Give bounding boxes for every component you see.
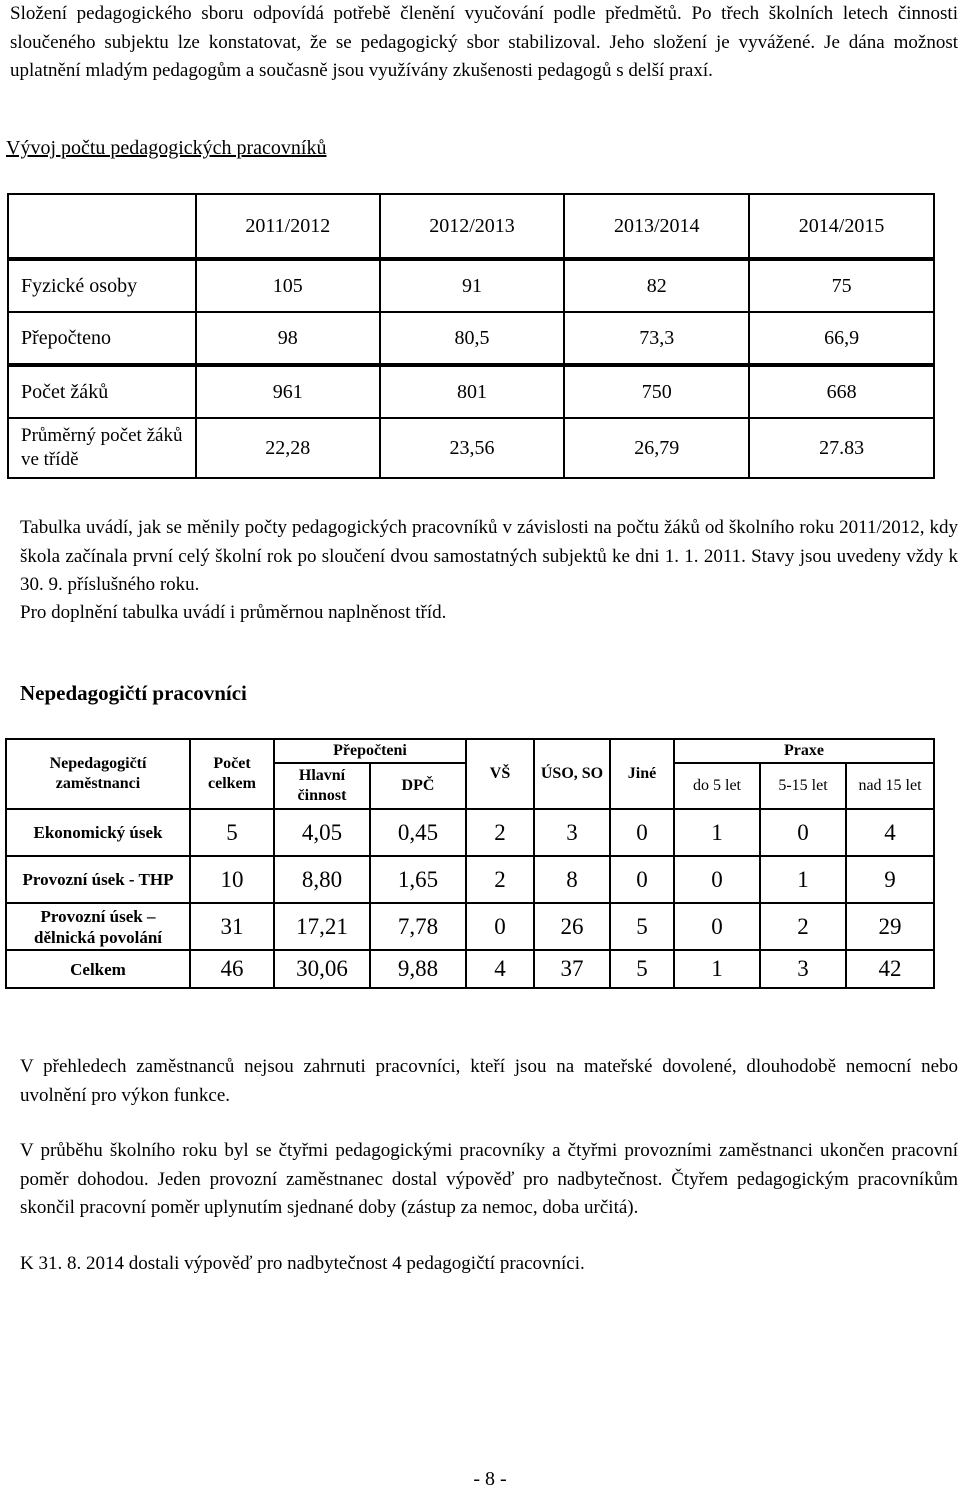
- row-label: Fyzické osoby: [8, 259, 196, 312]
- header-other: Jiné: [610, 739, 674, 809]
- table-cell: 1: [674, 950, 760, 988]
- table-cell: 37: [534, 950, 610, 988]
- row-label: Ekonomický úsek: [6, 809, 190, 856]
- table-cell: 10: [190, 856, 274, 903]
- table-row: [8, 312, 934, 365]
- table-cell: 26,79: [564, 418, 749, 478]
- table-cell: 9,88: [370, 950, 466, 988]
- paragraph-terminations: V průběhu školního roku byl se čtyřmi pedagogickými pracovníky a čtyřmi provozními zaměstnanci ukončen pracovní poměr dohodou. Jeden provozní zaměstnanec dostal výpověď pro nadbytečnost. Čtyřem pedagogickým pracovníkům skončil pracovní poměr uplynutím sjednané doby (zástup za nemoc, doba určitá).: [20, 1140, 958, 1218]
- table-cell: 0: [610, 856, 674, 903]
- header-practice-3: nad 15 let: [846, 763, 934, 809]
- year-header: 2014/2015: [749, 194, 934, 259]
- row-label: Provozní úsek – dělnická povolání: [6, 903, 190, 950]
- table-cell: 9: [846, 856, 934, 903]
- table-cell: 80,5: [380, 312, 565, 365]
- table-cell: 91: [380, 259, 565, 312]
- table-row: [8, 365, 934, 418]
- table-cell: 8,80: [274, 856, 370, 903]
- table-cell: 5: [610, 950, 674, 988]
- table-row: [8, 418, 934, 478]
- table-cell: 668: [749, 365, 934, 418]
- header-main: Hlavní činnost: [274, 763, 370, 809]
- header-dpc: DPČ: [370, 763, 466, 809]
- year-header: 2012/2013: [380, 194, 565, 259]
- page-number: - 8 -: [473, 1468, 507, 1490]
- table-cell: 30,06: [274, 950, 370, 988]
- row-label: Počet žáků: [8, 365, 196, 418]
- non-teaching-staff-table: [5, 738, 935, 989]
- header-total: Počet celkem: [190, 739, 274, 809]
- table-cell: 0: [466, 903, 534, 950]
- header-practice: Praxe: [674, 739, 934, 763]
- table1-note: Tabulka uvádí, jak se měnily počty pedagogických pracovníků v závislosti na počtu žáků od školního roku 2011/2012, kdy škola začínala první celý školní rok po sloučení dvou samostatných subjektů ke dni 1. 1. 2011. Stavy jsou uvedeny vždy k 30. 9. příslušného roku.: [20, 517, 958, 595]
- table-cell: 82: [564, 259, 749, 312]
- table-cell: 1: [760, 856, 846, 903]
- paragraph-dismissals: K 31. 8. 2014 dostali výpověď pro nadbytečnost 4 pedagogičtí pracovníci.: [20, 1253, 585, 1274]
- header-uso: ÚSO, SO: [534, 739, 610, 809]
- table-cell: 2: [760, 903, 846, 950]
- table-cell: 0: [610, 809, 674, 856]
- table-cell: 42: [846, 950, 934, 988]
- section-title: Nepedagogičtí pracovníci: [20, 681, 247, 705]
- table-cell: 0: [674, 856, 760, 903]
- paragraph-excluded-staff: V přehledech zaměstnanců nejsou zahrnuti pracovníci, kteří jsou na mateřské dovolené, dlouhodobě nemocní nebo uvolnění pro výkon funkce.: [20, 1056, 958, 1106]
- row-label: Provozní úsek - THP: [6, 856, 190, 903]
- table-cell: 5: [610, 903, 674, 950]
- table-cell: 3: [534, 809, 610, 856]
- table-cell: 5: [190, 809, 274, 856]
- table1-title: Vývoj počtu pedagogických pracovníků: [6, 137, 327, 159]
- row-label: Celkem: [6, 950, 190, 988]
- table1-corner-cell: [8, 194, 196, 259]
- table-cell: 0,45: [370, 809, 466, 856]
- staff-development-table: [7, 193, 935, 479]
- table-cell: 0: [674, 903, 760, 950]
- table1-note-2: Pro doplnění tabulka uvádí i průměrnou naplněnost tříd.: [20, 602, 447, 623]
- table-cell: 31: [190, 903, 274, 950]
- table-cell: 73,3: [564, 312, 749, 365]
- table-cell: 0: [760, 809, 846, 856]
- year-header: 2011/2012: [196, 194, 380, 259]
- table-cell: 75: [749, 259, 934, 312]
- table-row: [8, 259, 934, 312]
- row-label: Průměrný počet žáků ve třídě: [8, 418, 196, 478]
- table-cell: 961: [196, 365, 380, 418]
- header-practice-2: 5-15 let: [760, 763, 846, 809]
- table-cell: 2: [466, 856, 534, 903]
- table-cell: 1,65: [370, 856, 466, 903]
- table-cell: 66,9: [749, 312, 934, 365]
- year-header: 2013/2014: [564, 194, 749, 259]
- table-cell: 750: [564, 365, 749, 418]
- table-cell: 22,28: [196, 418, 380, 478]
- table-cell: 801: [380, 365, 565, 418]
- table-cell: 23,56: [380, 418, 565, 478]
- table-cell: 17,21: [274, 903, 370, 950]
- table-row: [6, 950, 934, 988]
- row-label: Přepočteno: [8, 312, 196, 365]
- table-cell: 29: [846, 903, 934, 950]
- table-cell: 8: [534, 856, 610, 903]
- table-row: [6, 903, 934, 950]
- table-row: [6, 856, 934, 903]
- table-row: [6, 809, 934, 856]
- intro-paragraph: Složení pedagogického sboru odpovídá potřebě členění vyučování podle předmětů. Po třech školních letech činnosti sloučeného subjektu lze konstatovat, že se pedagogický sbor stabilizoval. Jeho složení je vyvážené. Je dána možnost uplatnění mladým pedagogům a současně jsou využívány zkušenosti pedagogů s delší praxí.: [10, 3, 958, 81]
- table-cell: 105: [196, 259, 380, 312]
- table-cell: 4: [466, 950, 534, 988]
- table-cell: 3: [760, 950, 846, 988]
- table-cell: 26: [534, 903, 610, 950]
- table-cell: 27.83: [749, 418, 934, 478]
- table-cell: 98: [196, 312, 380, 365]
- table-cell: 4: [846, 809, 934, 856]
- header-practice-1: do 5 let: [674, 763, 760, 809]
- table-cell: 46: [190, 950, 274, 988]
- header-employees: Nepedagogičtí zaměstnanci: [6, 739, 190, 809]
- header-vs: VŠ: [466, 739, 534, 809]
- header-recalc: Přepočteni: [274, 739, 466, 763]
- table-cell: 4,05: [274, 809, 370, 856]
- table-cell: 7,78: [370, 903, 466, 950]
- table-cell: 1: [674, 809, 760, 856]
- table-cell: 2: [466, 809, 534, 856]
